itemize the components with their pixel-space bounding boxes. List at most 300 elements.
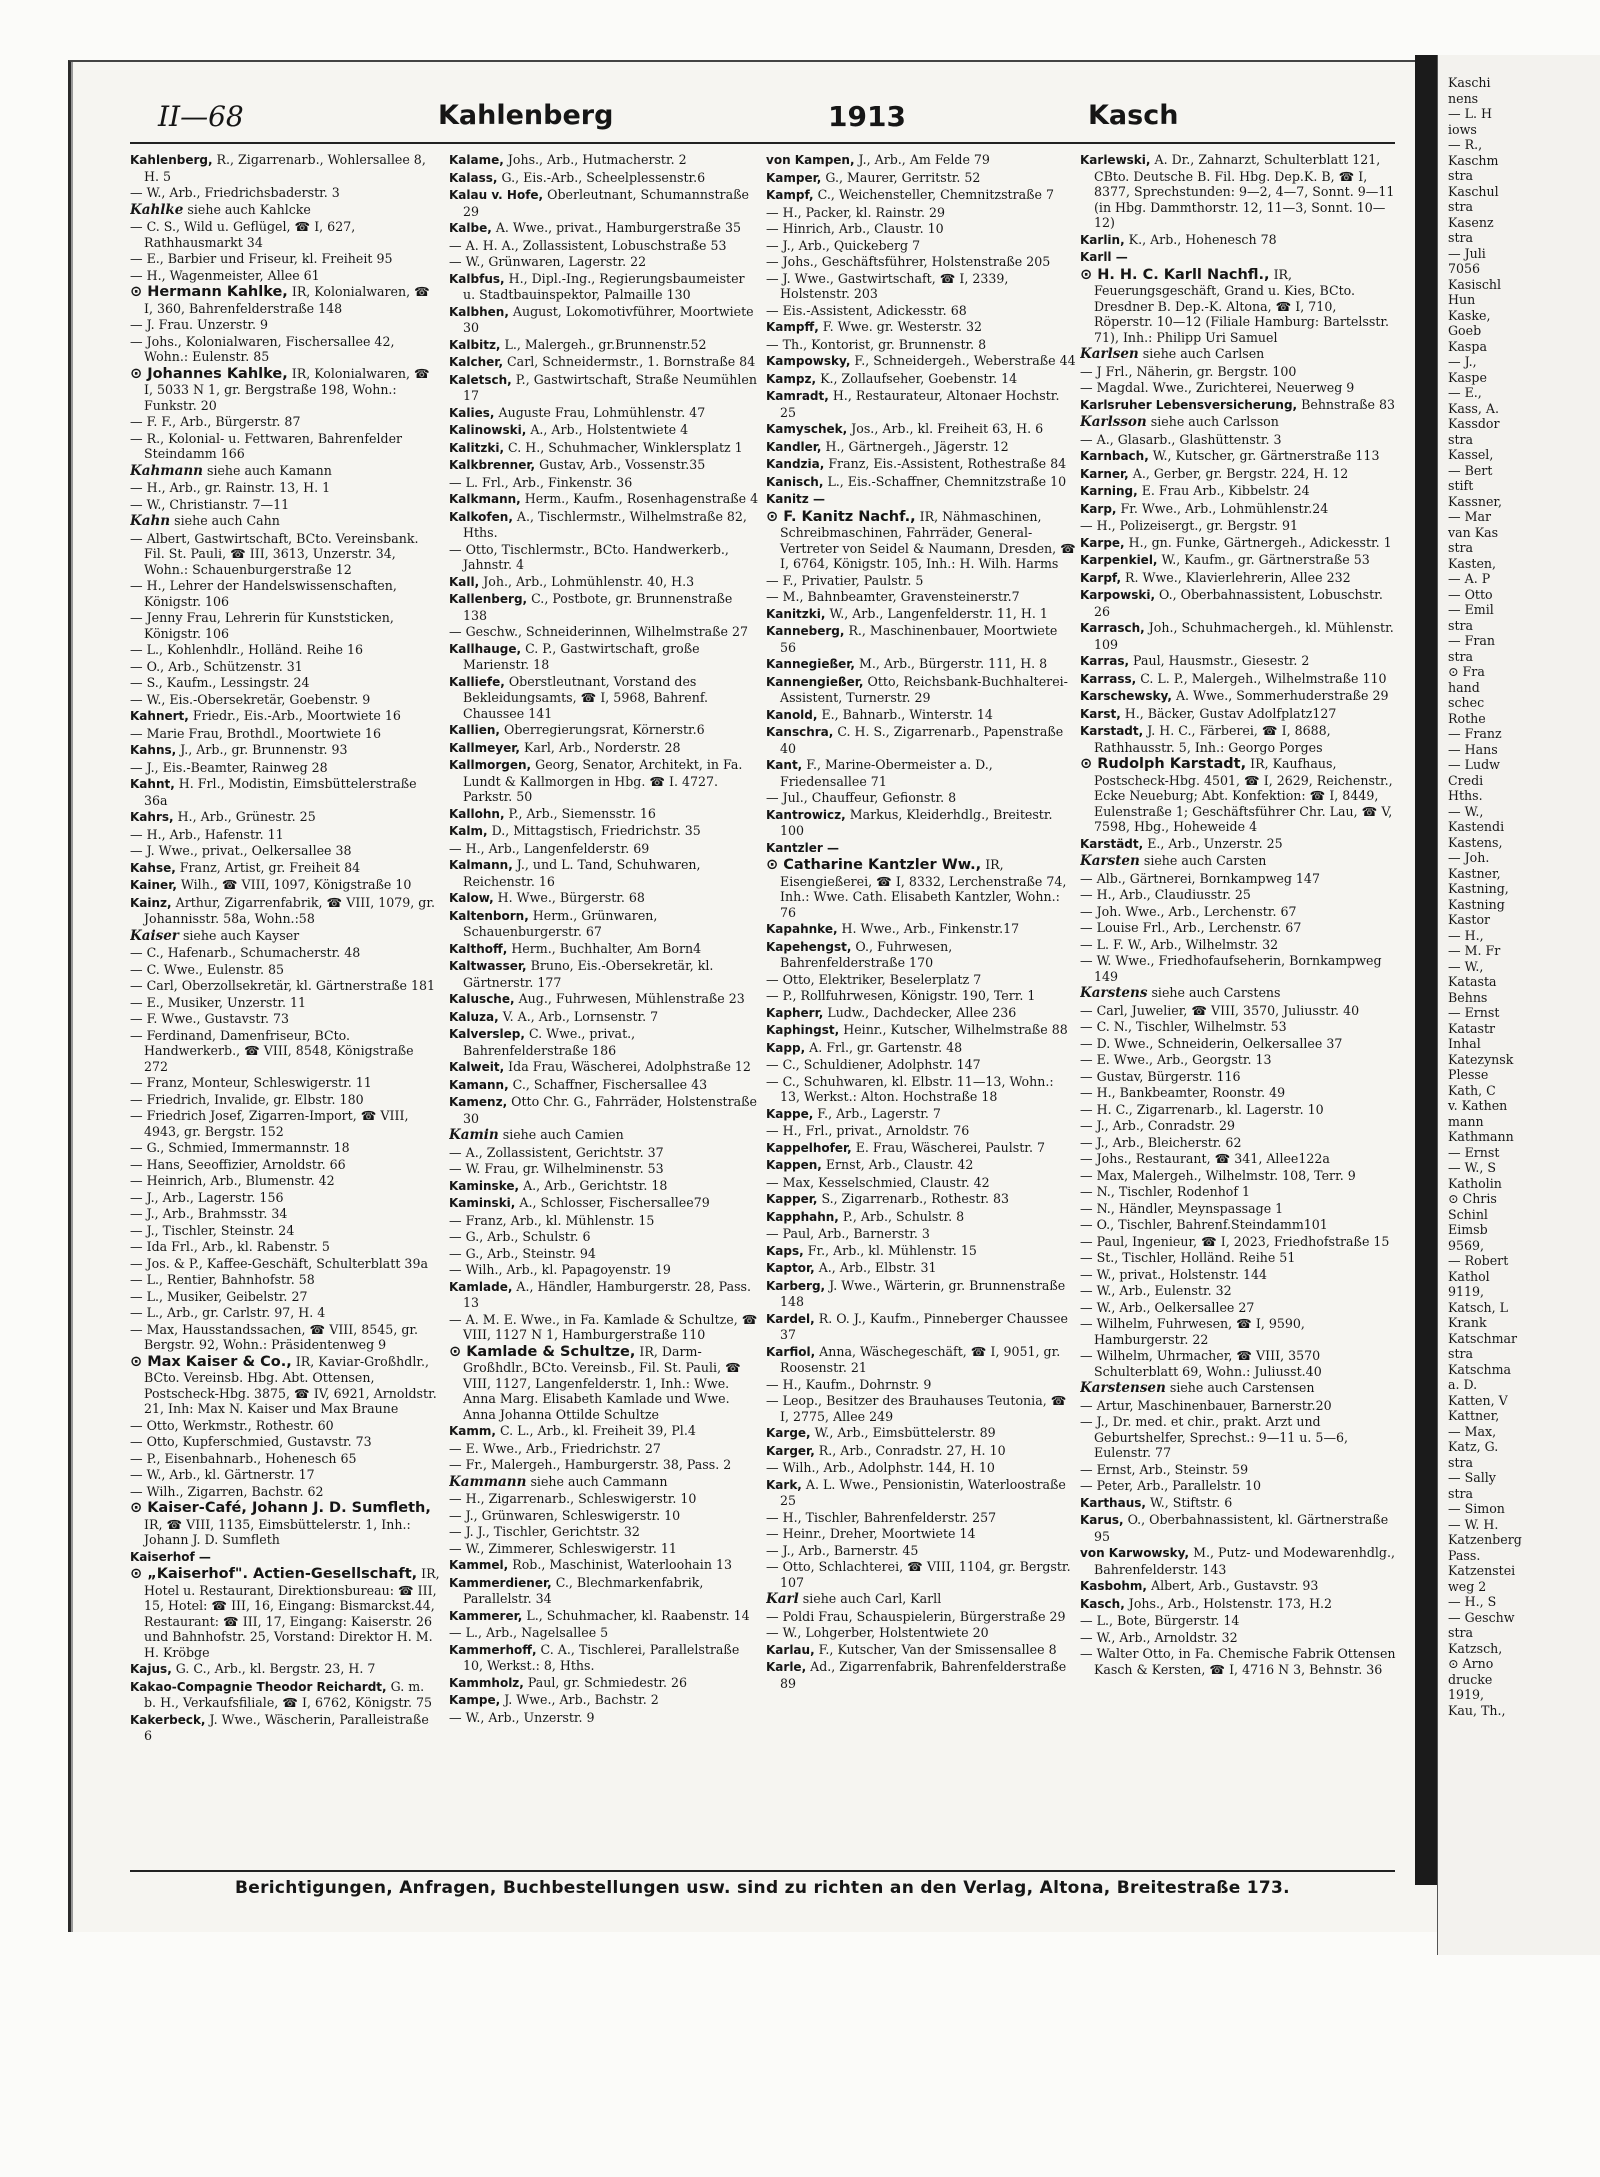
entry-details: — C., Schuldiener, Adolphstr. 147 bbox=[766, 1057, 981, 1072]
entry-name: Karstadt, bbox=[1080, 724, 1144, 738]
entry-details: siehe auch Carlsen bbox=[1142, 346, 1265, 361]
directory-entry bbox=[130, 251, 440, 267]
entry-name: Karberg, bbox=[766, 1278, 826, 1293]
adjacent-fragment: — H., bbox=[1448, 927, 1484, 943]
adjacent-fragment: Kastendi bbox=[1448, 819, 1505, 834]
directory-entry bbox=[1080, 1545, 1398, 1577]
entry-details: IR, Feuerungsgeschäft, Grand u. Kies, BCto. Dresdner B. Dep.-K. Altona, ☎ I, 710, Röperstr. 10—12 (Filiale Hamburg: Bartelsstr. 71), Inh.: Philipp Uri Samuel bbox=[1094, 266, 1390, 345]
adjacent-fragment: mann bbox=[1448, 1113, 1484, 1129]
directory-entry bbox=[1080, 1151, 1398, 1167]
entry-details: — J., Tischler, Steinstr. 24 bbox=[130, 1222, 295, 1238]
entry-name: Kapper, bbox=[766, 1192, 818, 1206]
entry-details: M., Putz- und Modewarenhdlg., Bahrenfelderstr. 143 bbox=[1094, 1545, 1395, 1577]
adjacent-fragment: Kathmann bbox=[1448, 1129, 1514, 1144]
entry-details: — Walter Otto, in Fa. Chemische Fabrik Ottensen Kasch & Kersten, ☎ I, 4716 N 3, Behnstr. 36 bbox=[1080, 1646, 1396, 1677]
directory-entry bbox=[766, 1543, 1076, 1559]
entry-details: — W., Arb., Friedrichsbaderstr. 3 bbox=[130, 185, 340, 200]
directory-entry bbox=[1080, 1380, 1398, 1397]
adjacent-fragment: — W., S bbox=[1448, 1160, 1496, 1175]
directory-entry bbox=[130, 480, 440, 496]
entry-details: H., Gärtnergeh., Jägerstr. 12 bbox=[825, 438, 1009, 454]
adjacent-fragment: Kasten, bbox=[1448, 555, 1497, 571]
adjacent-fragment: — L. H bbox=[1448, 106, 1492, 121]
entry-name: Kanitz — bbox=[766, 492, 825, 506]
entry-details: S., Zigarrenarb., Rothestr. 83 bbox=[821, 1191, 1010, 1206]
entry-name: Kalow, bbox=[449, 891, 494, 905]
entry-details: — H., Arb., Langenfelderstr. 69 bbox=[449, 840, 650, 856]
entry-details: — Johs., Restaurant, ☎ 341, Allee122a bbox=[1080, 1151, 1330, 1166]
entry-details: — C., Schuhwaren, kl. Elbstr. 11—13, Wohn.: 13, Werkst.: Alton. Hochstraße 18 bbox=[766, 1073, 1054, 1104]
entry-name: Kandzia, bbox=[766, 457, 825, 471]
directory-entry bbox=[130, 1272, 440, 1288]
entry-name: Kallmeyer, bbox=[449, 740, 520, 755]
directory-entry bbox=[449, 1557, 759, 1574]
entry-name: Karll — bbox=[1080, 250, 1128, 264]
entry-name: Kalcher, bbox=[449, 355, 504, 369]
directory-entry bbox=[449, 1710, 759, 1726]
directory-entry bbox=[766, 807, 1076, 839]
entry-name: Karge, bbox=[766, 1426, 811, 1440]
directory-entry bbox=[1080, 706, 1398, 723]
entry-details: O., Oberbahnassistent, kl. Gärtnerstraße 95 bbox=[1094, 1512, 1389, 1544]
entry-details: — W., Zimmerer, Schleswigerstr. 11 bbox=[449, 1540, 677, 1556]
directory-entry bbox=[766, 439, 1076, 456]
entry-details: — Jenny Frau, Lehrerin für Kunststicken, Königstr. 106 bbox=[130, 610, 394, 641]
entry-details: siehe auch Cammann bbox=[530, 1473, 668, 1489]
entry-name: Kahrs, bbox=[130, 810, 174, 824]
entry-details: — Th., Kontorist, gr. Brunnenstr. 8 bbox=[766, 336, 987, 352]
directory-entry bbox=[766, 1460, 1076, 1476]
entry-name: Karner, bbox=[1080, 466, 1129, 481]
directory-entry bbox=[1080, 1495, 1398, 1512]
directory-entry bbox=[449, 857, 759, 889]
directory-entry bbox=[766, 1609, 1076, 1625]
entry-details: Herm., Grünwaren, Schauenburgerstr. 67 bbox=[463, 907, 658, 939]
entry-details: — Gustav, Bürgerstr. 116 bbox=[1080, 1068, 1241, 1084]
adjacent-fragment: — Geschw bbox=[1448, 1609, 1515, 1625]
book-binding-gutter bbox=[1415, 55, 1437, 1885]
entry-details: G., Maurer, Gerritstr. 52 bbox=[825, 169, 981, 185]
directory-entry bbox=[1080, 937, 1398, 953]
entry-details: — Otto, Kupferschmied, Gustavstr. 73 bbox=[130, 1434, 372, 1449]
entry-name: Karle, bbox=[766, 1660, 807, 1674]
adjacent-fragment: Kaske, bbox=[1448, 307, 1491, 323]
directory-entry bbox=[1080, 853, 1398, 870]
entry-details: — R., Kolonial- u. Fettwaren, Bahrenfelder Steindamm 166 bbox=[130, 430, 403, 461]
directory-entry bbox=[130, 827, 440, 843]
directory-entry bbox=[766, 988, 1076, 1004]
directory-entry bbox=[1080, 1234, 1398, 1250]
entry-details: siehe auch Carsten bbox=[1143, 853, 1267, 868]
adjacent-fragment: — A. P bbox=[1448, 571, 1491, 586]
entry-details: — J., Arb., Barnerstr. 45 bbox=[766, 1542, 919, 1558]
entry-details: — Johs., Kolonialwaren, Fischersallee 42, Wohn.: Eulenstr. 85 bbox=[130, 333, 395, 364]
directory-entry bbox=[1080, 1102, 1398, 1118]
entry-details: Oberregierungsrat, Körnerstr.6 bbox=[504, 722, 705, 737]
directory-entry bbox=[449, 238, 759, 254]
entry-details: — A. M. E. Wwe., in Fa. Kamlade & Schultze, ☎ VIII, 1127 N 1, Hamburgerstraße 110 bbox=[449, 1311, 758, 1342]
entry-details: Ida Frau, Wäscherei, Adolphstraße 12 bbox=[508, 1059, 751, 1074]
entry-name: ⊙ F. Kanitz Nachf., bbox=[766, 508, 916, 525]
directory-entry bbox=[1080, 756, 1398, 835]
adjacent-fragment: Katzsch, bbox=[1448, 1640, 1503, 1656]
entry-name: ⊙ Max Kaiser & Co., bbox=[130, 1353, 292, 1370]
directory-entry bbox=[449, 1246, 759, 1262]
adjacent-fragment: Kaschul bbox=[1448, 183, 1499, 199]
entry-details: P., Arb., Siemensstr. 16 bbox=[508, 805, 656, 821]
entry-details: J. Wwe., Wäscherin, Paralleistraße 6 bbox=[144, 1711, 429, 1743]
entry-details: C., Postbote, gr. Brunnenstraße 138 bbox=[463, 591, 733, 623]
directory-entry bbox=[449, 1195, 759, 1212]
directory-entry bbox=[130, 742, 440, 759]
directory-entry bbox=[449, 1145, 759, 1161]
entry-details: W., Kaufm., gr. Gärtnerstraße 53 bbox=[1161, 552, 1370, 567]
entry-details: A., Tischlermstr., Wilhelmstraße 82, Hths. bbox=[463, 508, 747, 540]
directory-entry bbox=[130, 610, 440, 641]
entry-name: Kamlade, bbox=[449, 1279, 513, 1294]
entry-details: — H., Zigarrenarb., Schleswigerstr. 10 bbox=[449, 1491, 697, 1506]
entry-name: Karus, bbox=[1080, 1513, 1124, 1527]
entry-details: J. H. C., Färberei, ☎ I, 8688, Rathhausstr. 5, Inh.: Georgo Porges bbox=[1094, 723, 1331, 755]
directory-column-1 bbox=[130, 152, 440, 1862]
entry-details: — L. Frl., Arb., Finkenstr. 36 bbox=[449, 474, 633, 490]
entry-name: Kalau v. Hofe, bbox=[449, 188, 544, 202]
entry-name: Karlau, bbox=[766, 1642, 815, 1657]
directory-entry bbox=[130, 843, 440, 859]
entry-details: — J., Arb., Brahmsstr. 34 bbox=[130, 1206, 288, 1221]
entry-details: R. Wwe., Klavierlehrerin, Allee 232 bbox=[1125, 569, 1351, 585]
entry-name: Kakerbeck, bbox=[130, 1712, 206, 1727]
adjacent-fragment: Krank bbox=[1448, 1315, 1487, 1330]
entry-details: Bruno, Eis.-Obersekretär, kl. Gärtnerstr. 177 bbox=[463, 958, 714, 990]
entry-details: siehe auch Carstensen bbox=[1169, 1380, 1315, 1395]
directory-entry bbox=[449, 841, 759, 857]
directory-entry bbox=[766, 353, 1076, 370]
entry-name: von Karwowsky, bbox=[1080, 1546, 1190, 1560]
directory-entry bbox=[1080, 570, 1398, 587]
entry-details: — A. H. A., Zollassistent, Lobuschstraße 53 bbox=[449, 237, 727, 253]
entry-details: Ernst, Arb., Claustr. 42 bbox=[825, 1157, 974, 1172]
directory-entry bbox=[766, 656, 1076, 673]
entry-name: Kandler, bbox=[766, 439, 822, 454]
entry-name: Kainer, bbox=[130, 878, 177, 892]
directory-entry bbox=[449, 1312, 759, 1343]
entry-details: P., Gastwirtschaft, Straße Neumühlen 17 bbox=[463, 371, 757, 403]
entry-name: Kallenberg, bbox=[449, 592, 528, 606]
entry-name: Karras, bbox=[1080, 654, 1130, 668]
directory-entry bbox=[130, 219, 440, 250]
directory-entry bbox=[130, 152, 440, 184]
entry-details: Paul, Hausmstr., Giesestr. 2 bbox=[1133, 653, 1310, 668]
entry-name: Karpe, bbox=[1080, 535, 1125, 550]
entry-details: — W. Wwe., Friedhofaufseherin, Bornkampweg 149 bbox=[1080, 953, 1382, 984]
entry-name: Karlsson bbox=[1080, 414, 1147, 430]
directory-entry bbox=[1080, 1052, 1398, 1068]
adjacent-fragment: stra bbox=[1448, 199, 1474, 214]
entry-name: Kaltenborn, bbox=[449, 908, 529, 923]
directory-entry bbox=[1080, 1316, 1398, 1347]
adjacent-fragment: v. Kathen bbox=[1448, 1098, 1508, 1113]
directory-entry bbox=[766, 790, 1076, 806]
directory-entry bbox=[449, 823, 759, 840]
entry-details: — J., Dr. med. et chir., prakt. Arzt und Geburtshelfer, Sprechst.: 9—11 u. 5—6, Eulenstr. 77 bbox=[1080, 1414, 1349, 1460]
entry-name: Kampff, bbox=[766, 320, 819, 334]
directory-entry bbox=[1080, 653, 1398, 670]
entry-details: — Max, Hausstandssachen, ☎ VIII, 8545, gr. Bergstr. 92, Wohn.: Präsidentenweg 9 bbox=[130, 1321, 419, 1352]
directory-entry bbox=[130, 1239, 440, 1255]
entry-name: ⊙ Johannes Kahlke, bbox=[130, 365, 288, 382]
entry-name: Kapp, bbox=[766, 1040, 806, 1055]
entry-name: Kalame, bbox=[449, 153, 504, 167]
directory-entry bbox=[449, 354, 759, 371]
directory-entry bbox=[130, 1092, 440, 1108]
entry-details: — Ida Frl., Arb., kl. Rabenstr. 5 bbox=[130, 1239, 330, 1254]
entry-details: Herm., Buchhalter, Am Born4 bbox=[511, 940, 702, 956]
directory-entry bbox=[1080, 1414, 1398, 1461]
entry-name: Kammerer, bbox=[449, 1608, 523, 1623]
entry-name: Kajus, bbox=[130, 1662, 172, 1676]
entry-name: Karpenkiel, bbox=[1080, 553, 1158, 567]
entry-details: — Otto, Schlachterei, ☎ VIII, 1104, gr. Bergstr. 107 bbox=[766, 1559, 1071, 1590]
directory-entry bbox=[766, 238, 1076, 254]
entry-details: — W., Arb., Oelkersallee 27 bbox=[1080, 1299, 1255, 1315]
directory-entry bbox=[766, 1393, 1076, 1424]
entry-details: — H., Frl., privat., Arnoldstr. 76 bbox=[766, 1123, 970, 1138]
entry-name: Kallhauge, bbox=[449, 641, 522, 656]
entry-details: Joh., Schuhmachergeh., kl. Mühlenstr. 109 bbox=[1094, 620, 1394, 652]
directory-entry bbox=[766, 674, 1076, 706]
entry-details: — W. Frau, gr. Wilhelminenstr. 53 bbox=[449, 1161, 664, 1176]
directory-entry bbox=[1080, 448, 1398, 465]
directory-entry bbox=[1080, 432, 1398, 448]
adjacent-fragment: — Ernst bbox=[1448, 1144, 1500, 1160]
entry-details: — Jos. & P., Kaffee-Geschäft, Schulterblatt 39a bbox=[130, 1255, 428, 1271]
adjacent-fragment: — Juli bbox=[1448, 245, 1486, 261]
adjacent-fragment: Kaspa bbox=[1448, 338, 1487, 354]
entry-details: J. Wwe., Wärterin, gr. Brunnenstraße 148 bbox=[780, 1277, 1066, 1309]
entry-details: C., Schaffner, Fischersallee 43 bbox=[512, 1076, 708, 1092]
entry-details: — Poldi Frau, Schauspielerin, Bürgerstraße 29 bbox=[766, 1608, 1066, 1624]
directory-entry bbox=[449, 740, 759, 757]
entry-details: — G., Arb., Steinstr. 94 bbox=[449, 1245, 596, 1261]
directory-entry bbox=[1080, 1398, 1398, 1414]
directory-entry bbox=[1080, 1512, 1398, 1544]
entry-name: ⊙ Hermann Kahlke, bbox=[130, 284, 288, 300]
entry-details: Johs., Arb., Hutmacherstr. 2 bbox=[507, 152, 687, 167]
adjacent-fragment: Kasischl bbox=[1448, 276, 1502, 292]
directory-entry bbox=[766, 1260, 1076, 1277]
adjacent-page-fragment bbox=[1437, 55, 1600, 1955]
directory-entry bbox=[766, 456, 1076, 473]
entry-details: Otto Chr. G., Fahrräder, Holstenstraße 30 bbox=[463, 1094, 757, 1126]
entry-name: Kaluza, bbox=[449, 1009, 499, 1024]
entry-details: — N., Tischler, Rodenhof 1 bbox=[1080, 1184, 1251, 1199]
directory-entry bbox=[766, 254, 1076, 270]
adjacent-fragment: Kass, A. bbox=[1448, 400, 1499, 416]
entry-details: L., Schuhmacher, kl. Raabenstr. 14 bbox=[526, 1607, 750, 1623]
entry-details: siehe auch Kahlcke bbox=[187, 201, 311, 217]
directory-entry bbox=[449, 1675, 759, 1692]
adjacent-fragment: drucke bbox=[1448, 1671, 1493, 1687]
entry-details: — W., Grünwaren, Lagerstr. 22 bbox=[449, 254, 647, 269]
entry-details: — Wilh., Arb., Adolphstr. 144, H. 10 bbox=[766, 1460, 995, 1475]
adjacent-fragment: — Ernst bbox=[1448, 1005, 1500, 1020]
directory-entry bbox=[766, 573, 1076, 589]
entry-details: — E. Wwe., Arb., Georgstr. 13 bbox=[1080, 1052, 1272, 1067]
directory-entry bbox=[1080, 414, 1398, 431]
entry-name: Kardel, bbox=[766, 1311, 815, 1326]
directory-entry bbox=[130, 1140, 440, 1156]
adjacent-fragment: — Bert bbox=[1448, 462, 1493, 478]
directory-entry bbox=[1080, 620, 1398, 652]
entry-details: siehe auch Carlsson bbox=[1150, 414, 1279, 429]
directory-entry bbox=[130, 1451, 440, 1467]
directory-entry bbox=[766, 1243, 1076, 1260]
entry-details: — Heinrich, Arb., Blumenstr. 42 bbox=[130, 1173, 335, 1188]
entry-details: A., Händler, Hamburgerstr. 28, Pass. 13 bbox=[463, 1278, 752, 1310]
entry-details: — Peter, Arb., Parallelstr. 10 bbox=[1080, 1478, 1261, 1493]
entry-details: — Wilh., Arb., kl. Papagoyenstr. 19 bbox=[449, 1262, 671, 1277]
directory-entry bbox=[130, 513, 440, 530]
entry-details: — C. N., Tischler, Wilhelmstr. 53 bbox=[1080, 1019, 1287, 1034]
entry-details: — Otto, Werkmstr., Rothestr. 60 bbox=[130, 1417, 334, 1433]
directory-entry bbox=[766, 1157, 1076, 1174]
adjacent-fragment: Katten, V bbox=[1448, 1392, 1508, 1408]
entry-details: IR, Kolonialwaren, ☎ I, 360, Bahrenfelderstraße 148 bbox=[144, 284, 430, 316]
directory-entry bbox=[449, 1094, 759, 1126]
adjacent-fragment: Kau, Th., bbox=[1448, 1702, 1506, 1718]
directory-entry bbox=[766, 972, 1076, 988]
entry-details: — O., Tischler, Bahrenf.Steindamm101 bbox=[1080, 1217, 1328, 1232]
entry-name: ⊙ „Kaiserhof". Actien-Gesellschaft, bbox=[130, 1566, 418, 1582]
entry-details: — J. Wwe., privat., Oelkersallee 38 bbox=[130, 843, 352, 858]
entry-details: — F. Wwe., Gustavstr. 73 bbox=[130, 1011, 290, 1026]
entry-details: H. Frl., Modistin, Eimsbüttelerstraße 36a bbox=[144, 776, 417, 808]
entry-name: Kaletsch, bbox=[449, 372, 512, 387]
directory-entry bbox=[1080, 1283, 1398, 1299]
entry-name: Kaminski, bbox=[449, 1196, 516, 1210]
entry-details: — Johs., Geschäftsführer, Holstenstraße 205 bbox=[766, 254, 1051, 269]
entry-details: — Paul, Arb., Barnerstr. 3 bbox=[766, 1226, 930, 1241]
directory-entry bbox=[130, 1256, 440, 1272]
entry-details: J. Wwe., Arb., Bachstr. 2 bbox=[504, 1692, 659, 1707]
entry-details: L., Eis.-Schaffner, Chemnitzstraße 10 bbox=[827, 473, 1067, 489]
directory-entry bbox=[766, 271, 1076, 302]
directory-entry bbox=[449, 1508, 759, 1524]
entry-details: — P., Rollfuhrwesen, Königstr. 190, Terr. 1 bbox=[766, 988, 1036, 1003]
entry-details: J., und L. Tand, Schuhwaren, Reichenstr. 16 bbox=[463, 857, 701, 889]
directory-entry bbox=[766, 1106, 1076, 1123]
adjacent-fragment: Kaschm bbox=[1448, 152, 1499, 168]
entry-details: A., Arb., Gerichtstr. 18 bbox=[523, 1177, 668, 1193]
entry-details: — Jul., Chauffeur, Gefionstr. 8 bbox=[766, 790, 957, 805]
adjacent-fragment: Plesse bbox=[1448, 1067, 1489, 1082]
directory-entry bbox=[1080, 587, 1398, 619]
directory-entry bbox=[449, 574, 759, 591]
directory-entry bbox=[1080, 466, 1398, 483]
directory-entry bbox=[766, 187, 1076, 204]
entry-name: Kalthoff, bbox=[449, 941, 508, 956]
entry-details: K., Arb., Hohenesch 78 bbox=[1128, 231, 1277, 247]
adjacent-fragment: van Kas bbox=[1448, 524, 1499, 540]
directory-entry bbox=[1080, 836, 1398, 853]
entry-name: Kalbhen, bbox=[449, 304, 509, 319]
entry-details: — Heinr., Dreher, Moortwiete 14 bbox=[766, 1526, 976, 1541]
adjacent-fragment: Kathol bbox=[1448, 1268, 1490, 1284]
entry-details: C. P., Gastwirtschaft, große Marienstr. 18 bbox=[463, 640, 700, 672]
adjacent-fragment: ⊙ Arno bbox=[1448, 1656, 1494, 1671]
directory-entry bbox=[449, 1077, 759, 1094]
directory-column-4 bbox=[1080, 152, 1398, 1862]
directory-entry bbox=[130, 945, 440, 961]
directory-entry bbox=[766, 1642, 1076, 1659]
adjacent-fragment: Kastning bbox=[1448, 896, 1505, 912]
entry-details: Otto, Reichsbank-Buchhalterei-Assistent, Turnerstr. 29 bbox=[780, 673, 1068, 705]
directory-entry bbox=[130, 1434, 440, 1450]
directory-entry bbox=[130, 659, 440, 675]
entry-details: August, Lokomotivführer, Moortwiete 30 bbox=[463, 303, 754, 335]
directory-entry bbox=[449, 941, 759, 958]
entry-name: Kanschra, bbox=[766, 725, 834, 739]
entry-details: Auguste Frau, Lohmühlenstr. 47 bbox=[498, 404, 706, 420]
adjacent-fragment: — Otto bbox=[1448, 586, 1493, 602]
entry-details: — L., Rentier, Bahnhofstr. 58 bbox=[130, 1272, 315, 1287]
entry-name: Kahse, bbox=[130, 860, 176, 875]
entry-details: — Max, Kesselschmied, Claustr. 42 bbox=[766, 1174, 990, 1190]
entry-name: Kalweit, bbox=[449, 1060, 505, 1074]
directory-entry bbox=[766, 1311, 1076, 1343]
entry-details: A. Wwe., Sommerhuderstraße 29 bbox=[1175, 688, 1389, 703]
entry-name: Kaltwasser, bbox=[449, 959, 527, 973]
entry-details: siehe auch Carl, Karll bbox=[802, 1591, 942, 1606]
directory-entry bbox=[130, 202, 440, 219]
entry-details: H. Wwe., Arb., Finkenstr.17 bbox=[841, 921, 1020, 936]
directory-entry bbox=[130, 1190, 440, 1206]
directory-entry bbox=[1080, 1201, 1398, 1217]
entry-name: Kanneberg, bbox=[766, 624, 845, 638]
entry-details: — H., Arb., Hafenstr. 11 bbox=[130, 826, 284, 842]
adjacent-fragment: — J., bbox=[1448, 354, 1477, 369]
adjacent-fragment: iows bbox=[1448, 121, 1477, 137]
directory-entry bbox=[449, 271, 759, 303]
entry-details: — Paul, Ingenieur, ☎ I, 2023, Friedhofstraße 15 bbox=[1080, 1233, 1390, 1249]
entry-details: — J., Arb., Quickeberg 7 bbox=[766, 237, 921, 253]
directory-entry bbox=[130, 1484, 440, 1500]
entry-details: — Fr., Malergeh., Hamburgerstr. 38, Pass. 2 bbox=[449, 1457, 732, 1472]
entry-details: A., Gerber, gr. Bergstr. 224, H. 12 bbox=[1132, 465, 1349, 481]
directory-entry bbox=[1080, 1348, 1398, 1379]
directory-entry bbox=[449, 1229, 759, 1245]
entry-name: Kappelhofer, bbox=[766, 1140, 852, 1155]
directory-entry bbox=[130, 414, 440, 430]
directory-entry bbox=[449, 152, 759, 169]
directory-entry bbox=[449, 624, 759, 640]
directory-entry bbox=[766, 724, 1076, 756]
entry-details: — Wilhelm, Uhrmacher, ☎ VIII, 3570 Schulterblatt 69, Wohn.: Juliusst.40 bbox=[1080, 1348, 1322, 1379]
directory-entry bbox=[130, 1108, 440, 1139]
entry-details: Aug., Fuhrwesen, Mühlenstraße 23 bbox=[518, 991, 745, 1006]
directory-entry bbox=[766, 170, 1076, 187]
entry-details: Paul, gr. Schmiedestr. 26 bbox=[527, 1674, 688, 1690]
entry-details: R. O. J., Kaufm., Pinneberger Chaussee 37 bbox=[780, 1310, 1068, 1342]
entry-details: siehe auch Kayser bbox=[182, 927, 300, 943]
entry-name: Karfiol, bbox=[766, 1344, 816, 1359]
directory-entry bbox=[766, 221, 1076, 237]
entry-details: Franz, Artist, gr. Freiheit 84 bbox=[179, 859, 361, 875]
directory-entry bbox=[130, 675, 440, 691]
directory-entry bbox=[1080, 1217, 1398, 1233]
entry-details: L., Malergeh., gr.Brunnenstr.52 bbox=[504, 336, 707, 352]
